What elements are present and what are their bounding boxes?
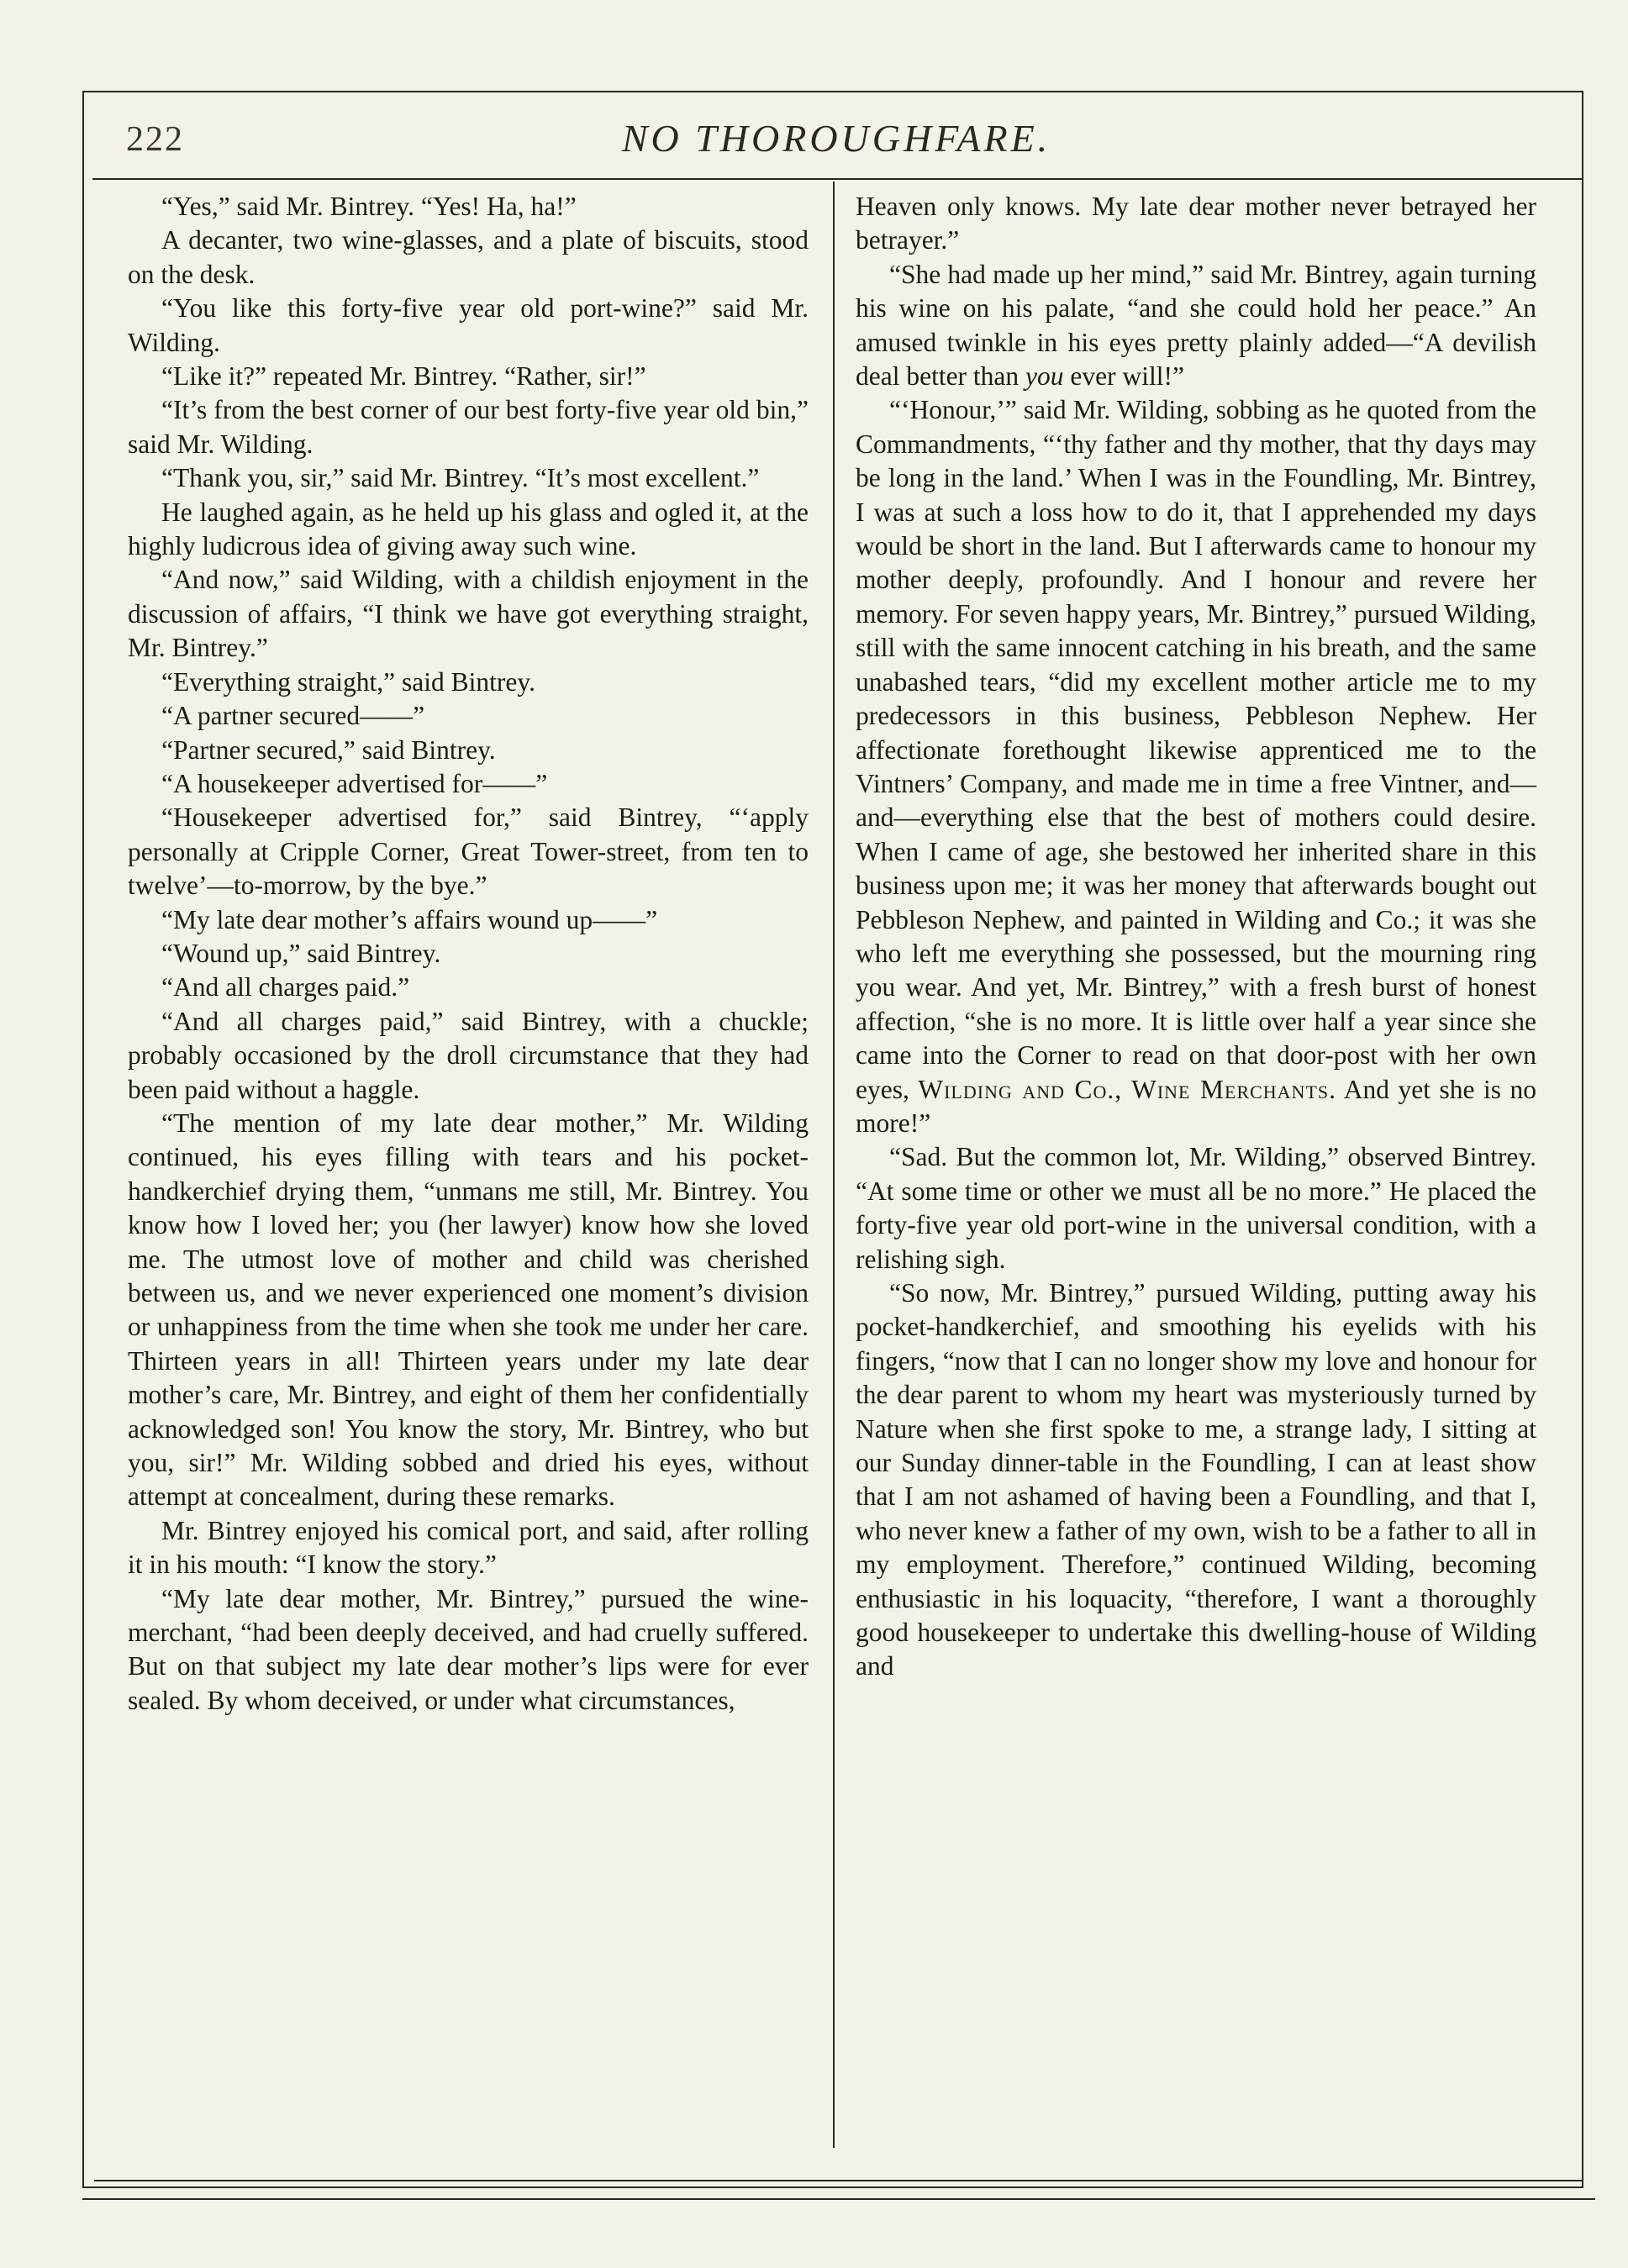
emphasis: you <box>1025 361 1064 392</box>
paragraph: “Wound up,” said Bintrey. <box>161 938 441 968</box>
paragraph: “And all charges paid,” said Bintrey, with a chuckle; probably occasioned by the droll circumstance that they had been paid without a haggle. <box>128 1006 809 1104</box>
paragraph: He laughed again, as he held up his glass and ogled it, at the highly ludicrous idea of giving away such wine. <box>128 497 809 561</box>
page-header <box>126 116 1546 166</box>
right-column <box>856 190 1536 1684</box>
paragraph: “Sad. But the common lot, Mr. Wilding,” observed Bintrey. “At some time or other we must all be no more.” He placed the forty-five year old port-wine in the universal condition, with a relishing sigh. <box>856 1142 1536 1274</box>
bottom-rule-outer <box>82 2198 1595 2200</box>
paragraph: “A housekeeper advertised for——” <box>161 768 548 798</box>
paragraph: “Yes,” said Mr. Bintrey. “Yes! Ha, ha!” <box>161 192 577 221</box>
paragraph: “My late dear mother’s affairs wound up——” <box>161 904 658 934</box>
small-caps-sign: Wilding and Co., Wine Merchants. <box>918 1074 1336 1104</box>
left-column <box>128 190 809 1718</box>
running-title: NO THOROUGHFARE. <box>621 117 1051 160</box>
text-run: ever will!” <box>1070 361 1184 392</box>
paragraph: “Thank you, sir,” said Mr. Bintrey. “It’s most excellent.” <box>161 463 760 493</box>
paragraph: “My late dear mother, Mr. Bintrey,” pursued the wine-merchant, “had been deeply deceived, and had cruelly suffered. But on that subject my late dear mother’s lips were for ever sealed. By whom deceived, or under what circumstances, <box>128 1583 809 1715</box>
paragraph: Mr. Bintrey enjoyed his comical port, and said, after rolling it in his mouth: “I know the story.” <box>128 1515 809 1580</box>
paragraph: “It’s from the best corner of our best forty-five year old bin,” said Mr. Wilding. <box>128 395 809 459</box>
paragraph: “Partner secured,” said Bintrey. <box>161 734 496 765</box>
column-divider <box>833 182 835 2148</box>
paragraph: “And now,” said Wilding, with a childish enjoyment in the discussion of affairs, “I think we have got everything straight, Mr. Bintrey.” <box>128 565 809 663</box>
paragraph: “And all charges paid.” <box>161 972 410 1002</box>
paragraph: “Everything straight,” said Bintrey. <box>161 666 535 697</box>
bottom-rule <box>94 2180 1583 2181</box>
paragraph: A decanter, two wine-glasses, and a plate of biscuits, stood on the desk. <box>128 225 809 289</box>
text-run: “‘Honour,’” said Mr. Wilding, sobbing as he quoted from the Commandments, “‘thy father and thy mother, that thy days may be long in the land.’ When I was in the Foundling, Mr. Bintrey, I was at such a loss how to do it, that I apprehended my days would be short in the land. But I afterwards came to honour my mother deeply, profoundly. And I honour and revere her memory. For seven happy years, Mr. Bintrey,” pursued Wilding, still with the same innocent catching in his breath, and the same unabashed tears, “did my excellent mother article me to my predecessors in this business, Pebbleson Nephew. Her affectionate forethought likewise apprenticed me to the Vintners’ Company, and made me in time a free Vintner, and—and—everything else that the best of mothers could desire. When I came of age, she bestowed her inherited share in this business upon me; it was her money that afterwards bought out Pebbleson Nephew, and painted in Wilding and Co.; it was she who left me everything she possessed, but the mourning ring you wear. And yet, Mr. Bintrey,” with a fresh burst of honest affection, “she is no more. It is little over half a year since she came into the Corner to read on that door-post with her own eyes, <box>856 395 1536 1104</box>
paragraph: “So now, Mr. Bintrey,” pursued Wilding, putting away his pocket-handkerchief, and smoothing his eyelids with his fingers, “now that I can no longer show my love and honour for the dear parent to whom my heart was mysteriously turned by Nature when she first spoke to me, a strange lady, I sitting at our Sunday dinner-table in the Foundling, I can at least show that I am not ashamed of having been a Foundling, and that I, who never knew a father of my own, wish to be a father to all in my employment. Therefore,” continued Wilding, becoming enthusiastic in his loquacity, “therefore, I want a thoroughly good housekeeper to undertake this dwelling-house of Wilding and <box>856 1278 1536 1681</box>
paragraph: Heaven only knows. My late dear mother never betrayed her betrayer.” <box>856 192 1536 255</box>
paragraph: “A partner secured——” <box>161 701 425 731</box>
text-run: “She had made up her mind,” said Mr. Bintrey, again turning his wine on his palate, “and she could hold her peace.” An amused twinkle in his eyes pretty plainly added—“A devilish deal better than <box>856 259 1536 392</box>
paragraph: “You like this forty-five year old port-wine?” said Mr. Wilding. <box>128 293 809 357</box>
paragraph <box>856 258 1536 394</box>
paragraph <box>856 393 1536 1140</box>
paragraph: “Like it?” repeated Mr. Bintrey. “Rather, sir!” <box>161 361 646 392</box>
text-run: And yet she is no more!” <box>856 1074 1537 1138</box>
paragraph: “The mention of my late dear mother,” Mr. Wilding continued, his eyes filling with tears and his pocket-handkerchief drying them, “unmans me still, Mr. Bintrey. You know how I loved her; you (her lawyer) know how she loved me. The utmost love of mother and child was cherished between us, and we never experienced one moment’s division or unhappiness from the time when she took me under her care. Thirteen years in all! Thirteen years under my late dear mother’s care, Mr. Bintrey, and eight of them her confidentially acknowledged son! You know the story, Mr. Bintrey, who but you, sir!” Mr. Wilding sobbed and dried his eyes, without attempt at concealment, during these remarks. <box>128 1108 809 1512</box>
page-number: 222 <box>126 120 184 159</box>
header-rule <box>92 178 1583 180</box>
paragraph: “Housekeeper advertised for,” said Bintrey, “‘apply personally at Cripple Corner, Great Tower-street, from ten to twelve’—to-morrow, by the bye.” <box>128 802 809 901</box>
